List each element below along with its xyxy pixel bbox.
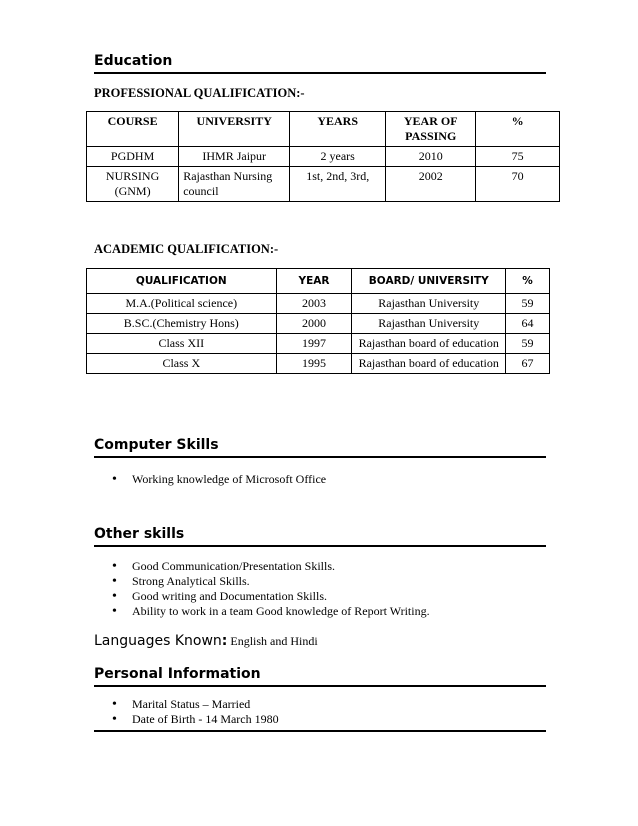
table-cell: PGDHM bbox=[87, 147, 179, 167]
column-header: YEARS bbox=[290, 112, 386, 147]
table-cell: 2003 bbox=[276, 294, 352, 314]
table-cell: Class XII bbox=[87, 334, 277, 354]
column-header: UNIVERSITY bbox=[179, 112, 290, 147]
professional-qualification-table bbox=[86, 111, 560, 202]
list-item: • Working knowledge of Microsoft Office bbox=[112, 472, 326, 487]
table-row bbox=[87, 167, 560, 202]
table-cell: B.SC.(Chemistry Hons) bbox=[87, 314, 277, 334]
list-item: • Good writing and Documentation Skills. bbox=[112, 589, 430, 604]
table-cell: IHMR Jaipur bbox=[179, 147, 290, 167]
table-cell: 1995 bbox=[276, 354, 352, 374]
table-row bbox=[87, 354, 550, 374]
section-divider bbox=[94, 730, 546, 732]
column-header: YEAR OF PASSING bbox=[386, 112, 476, 147]
table-cell: 2002 bbox=[386, 167, 476, 202]
table-cell: 1997 bbox=[276, 334, 352, 354]
table-cell: 2000 bbox=[276, 314, 352, 334]
professional-qualification-title: PROFESSIONAL QUALIFICATION:- bbox=[94, 86, 305, 100]
education-heading: Education bbox=[94, 52, 546, 74]
table-cell: Class X bbox=[87, 354, 277, 374]
table-cell: 64 bbox=[506, 314, 550, 334]
column-header: YEAR bbox=[276, 269, 352, 294]
table-header-row bbox=[87, 112, 560, 147]
column-header: % bbox=[476, 112, 560, 147]
list-item: • Strong Analytical Skills. bbox=[112, 574, 430, 589]
table-row bbox=[87, 294, 550, 314]
languages-value: English and Hindi bbox=[230, 634, 318, 648]
table-cell: M.A.(Political science) bbox=[87, 294, 277, 314]
table-cell: 2010 bbox=[386, 147, 476, 167]
personal-information-heading: Personal Information bbox=[94, 665, 546, 687]
table-cell: NURSING (GNM) bbox=[87, 167, 179, 202]
table-cell: Rajasthan board of education bbox=[352, 354, 506, 374]
column-header: BOARD/ UNIVERSITY bbox=[352, 269, 506, 294]
languages-label: Languages Known: bbox=[94, 633, 228, 649]
computer-skills-heading: Computer Skills bbox=[94, 436, 546, 458]
table-cell: Rajasthan University bbox=[352, 314, 506, 334]
table-cell: 70 bbox=[476, 167, 560, 202]
table-cell: 2 years bbox=[290, 147, 386, 167]
languages-known bbox=[94, 633, 318, 649]
other-skills-heading: Other skills bbox=[94, 525, 546, 547]
computer-skills-list bbox=[112, 472, 326, 487]
list-item: • Good Communication/Presentation Skills. bbox=[112, 559, 430, 574]
table-cell: Rajasthan Nursing council bbox=[179, 167, 290, 202]
column-header: COURSE bbox=[87, 112, 179, 147]
table-cell: 1st, 2nd, 3rd, bbox=[290, 167, 386, 202]
table-row bbox=[87, 314, 550, 334]
table-header-row bbox=[87, 269, 550, 294]
personal-information-list bbox=[112, 697, 279, 727]
column-header: QUALIFICATION bbox=[87, 269, 277, 294]
list-item: • Marital Status – Married bbox=[112, 697, 279, 712]
table-cell: 67 bbox=[506, 354, 550, 374]
table-row bbox=[87, 334, 550, 354]
table-cell: 75 bbox=[476, 147, 560, 167]
column-header: % bbox=[506, 269, 550, 294]
list-item: • Date of Birth - 14 March 1980 bbox=[112, 712, 279, 727]
table-cell: 59 bbox=[506, 334, 550, 354]
table-cell: Rajasthan University bbox=[352, 294, 506, 314]
table-row bbox=[87, 147, 560, 167]
table-cell: 59 bbox=[506, 294, 550, 314]
list-item: • Ability to work in a team Good knowledge of Report Writing. bbox=[112, 604, 430, 619]
table-cell: Rajasthan board of education bbox=[352, 334, 506, 354]
academic-qualification-title: ACADEMIC QUALIFICATION:- bbox=[94, 242, 279, 256]
other-skills-list bbox=[112, 559, 430, 619]
academic-qualification-table bbox=[86, 268, 550, 374]
